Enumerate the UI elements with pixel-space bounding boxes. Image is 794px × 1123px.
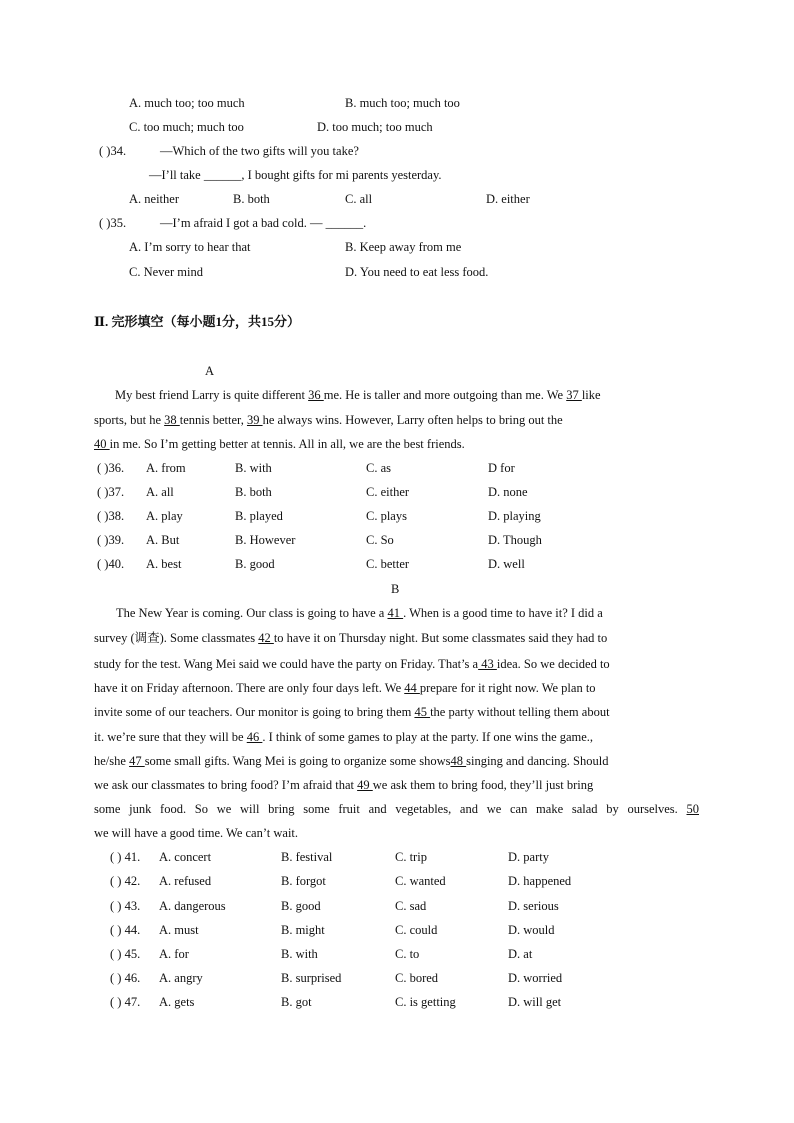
blank-49: 49 [357,778,373,792]
passage-b-line-8: we ask our classmates to bring food? I’m afraid that 49 we ask them to bring food, they’ll just bring [94,778,594,792]
q35-option-a: A. I’m sorry to hear that [129,240,251,254]
option-b: B. festival [281,850,333,864]
passage-b-line-2: survey (调查). Some classmates 42 to have it on Thursday night. But some classmates said they had to [94,631,608,645]
blank-47: 47 [129,754,145,768]
q34-option-a: A. neither [129,192,179,206]
option-a: A. all [146,485,174,499]
q34-option-d: D. either [486,192,530,206]
q35-option-c: C. Never mind [129,265,203,279]
passage-a-line-3: 40 in me. So I’m getting better at tennis. All in all, we are the best friends. [94,437,465,451]
option-b: B. both [235,485,272,499]
option-a: A. gets [159,995,195,1009]
question-number: ( ) 41. [110,850,141,864]
passage-a-line-2: sports, but he 38 tennis better, 39 he always wins. However, Larry often helps to bring out the [94,413,563,427]
question-number: ( )37. [97,485,125,499]
option-d: D for [488,461,515,475]
option-d: D. will get [508,995,562,1009]
option-a: A. best [146,557,182,571]
option-a: A. for [159,947,189,961]
option-c: C. better [366,557,410,571]
option-b: B. might [281,923,325,937]
option-b: B. forgot [281,874,326,888]
passage-a-line-1: My best friend Larry is quite different 36 me. He is taller and more outgoing than me. We 37 like [115,388,601,402]
option-b: B. with [235,461,272,475]
question-number: ( ) 46. [110,971,141,985]
blank-50: 50 [686,802,699,816]
question-number: ( ) 47. [110,995,141,1009]
option-a: A. But [146,533,180,547]
blank-45: 45 [414,705,431,719]
passage-b-line-4: have it on Friday afternoon. There are only four days left. We 44 prepare for it right now. We plan to [94,681,596,695]
option-b: B. good [281,899,321,913]
option-d: D. happened [508,874,572,888]
option-a: A. must [159,923,199,937]
blank-46: 46 [246,730,263,744]
passage-b-label: B [391,582,400,596]
blank-37: 37 [566,388,582,402]
question-number: ( )40. [97,557,125,571]
option-d: D. none [488,485,528,499]
option-a: A. angry [159,971,203,985]
q34-option-b: B. both [233,192,270,206]
question-number: ( ) 42. [110,874,141,888]
question-number: ( )38. [97,509,125,523]
option-c: C. as [366,461,391,475]
option-d: D. at [508,947,533,961]
option-a: A. play [146,509,183,523]
blank-44: 44 [404,681,420,695]
section-heading: Ⅱ. 完形填空（每小题1分，共15分） [94,314,300,329]
passage-b-line-7: he/she 47 some small gifts. Wang Mei is going to organize some shows48 singing and dancing. Should [94,754,609,768]
q35-option-d: D. You need to eat less food. [345,265,489,279]
blank-38: 38 [164,413,180,427]
blank-40: 40 [94,437,110,451]
blank-43: 43 [478,657,497,671]
blank-42: 42 [258,631,274,645]
question-number: ( ) 44. [110,923,141,937]
passage-b-line-5: invite some of our teachers. Our monitor is going to bring them 45 the party without telling them about [94,705,610,719]
passage-b-line-6: it. we’re sure that they will be 46 . I think of some games to play at the party. If one wins the game., [94,730,594,744]
option-b: B. However [235,533,296,547]
option-d: D. playing [488,509,541,523]
option-c: C. is getting [395,995,456,1009]
q35-number: ( )35. [99,216,127,230]
blank-36: 36 [308,388,324,402]
option-c: C. sad [395,899,427,913]
q33-option-d: D. too much; too much [317,120,433,134]
q35-stem: —I’m afraid I got a bad cold. — ______. [160,216,367,230]
option-d: D. party [508,850,549,864]
passage-b-line-1: The New Year is coming. Our class is going to have a 41 . When is a good time to have it? I did a [116,606,603,620]
option-d: D. well [488,557,525,571]
option-b: B. good [235,557,275,571]
option-a: A. concert [159,850,212,864]
option-a: A. dangerous [159,899,226,913]
option-a: A. refused [159,874,212,888]
passage-a-label: A [205,364,215,378]
q34-number: ( )34. [99,144,127,158]
q34-reply: —I’ll take ______, I bought gifts for mi parents yesterday. [149,168,442,182]
option-d: D. worried [508,971,563,985]
q35-option-b: B. Keep away from me [345,240,462,254]
option-b: B. played [235,509,283,523]
option-b: B. with [281,947,318,961]
question-number: ( )39. [97,533,125,547]
option-b: B. got [281,995,312,1009]
passage-b-line-3: study for the test. Wang Mei said we could have the party on Friday. That’s a 43 idea. So we decided to [94,657,610,671]
option-d: D. Though [488,533,542,547]
q33-option-c: C. too much; much too [129,120,244,134]
option-c: C. to [395,947,420,961]
blank-39: 39 [246,413,263,427]
question-number: ( ) 45. [110,947,141,961]
option-c: C. plays [366,509,407,523]
blank-41: 41 [387,606,404,620]
q34-stem: —Which of the two gifts will you take? [160,144,359,158]
option-d: D. serious [508,899,559,913]
option-c: C. trip [395,850,427,864]
option-a: A. from [146,461,186,475]
option-b: B. surprised [281,971,342,985]
option-c: C. So [366,533,394,547]
question-number: ( )36. [97,461,125,475]
option-d: D. would [508,923,555,937]
question-number: ( ) 43. [110,899,141,913]
blank-48: 48 [450,754,467,768]
passage-b-line-9: some junk food. So we will bring some fruit and vegetables, and we can make salad by ourselves. 50 [94,802,699,816]
option-c: C. either [366,485,410,499]
q33-option-a: A. much too; too much [129,96,245,110]
q33-option-b: B. much too; much too [345,96,460,110]
q34-option-c: C. all [345,192,373,206]
option-c: C. could [395,923,438,937]
option-c: C. bored [395,971,439,985]
passage-b-line-10: we will have a good time. We can’t wait. [94,826,299,840]
option-c: C. wanted [395,874,446,888]
